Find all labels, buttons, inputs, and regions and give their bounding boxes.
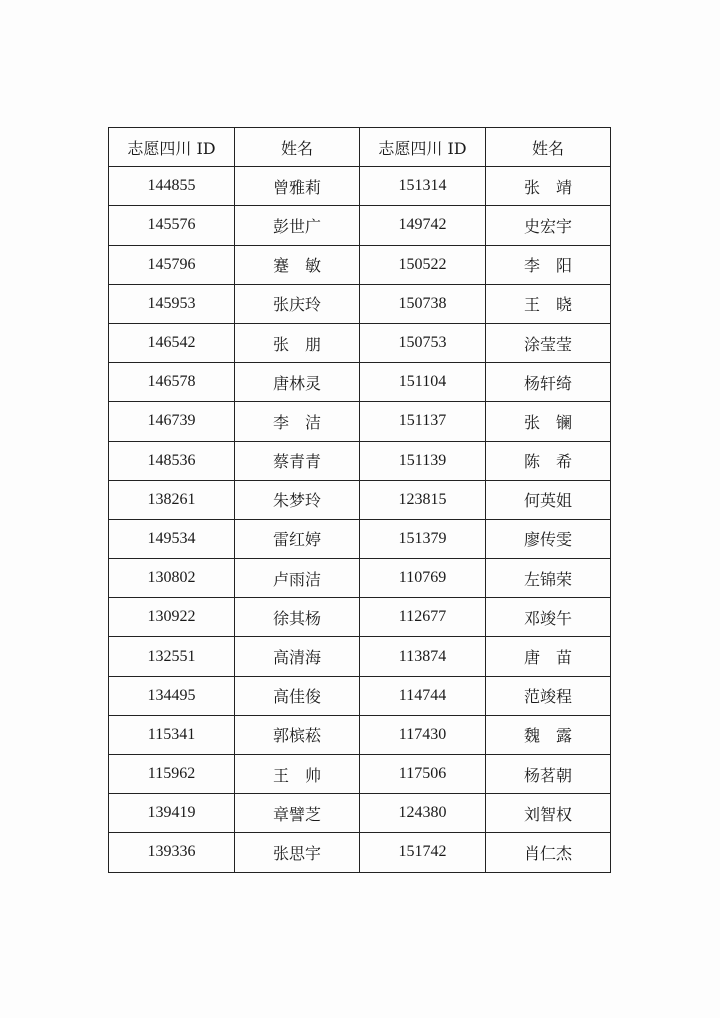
volunteer-id-cell: 145796 (109, 245, 235, 284)
name-cell: 邓竣午 (486, 598, 611, 637)
name-cell: 杨茗朝 (486, 755, 611, 794)
volunteer-id-cell: 146542 (109, 323, 235, 362)
table-row (109, 519, 611, 558)
table-row (109, 245, 611, 284)
name-cell: 廖传雯 (486, 519, 611, 558)
volunteer-id-cell: 115962 (109, 755, 235, 794)
header-volunteer-id-1: 志愿四川 ID (109, 128, 235, 167)
volunteer-id-cell: 149742 (360, 206, 486, 245)
volunteer-id-cell: 145576 (109, 206, 235, 245)
header-volunteer-id-2: 志愿四川 ID (360, 128, 486, 167)
name-cell: 何英姐 (486, 480, 611, 519)
table-row (109, 363, 611, 402)
volunteer-id-cell: 117506 (360, 755, 486, 794)
name-cell: 曾雅莉 (235, 167, 360, 206)
volunteer-id-cell: 146578 (109, 363, 235, 402)
volunteer-id-cell: 146739 (109, 402, 235, 441)
volunteer-id-cell: 150753 (360, 323, 486, 362)
name-cell: 张 靖 (486, 167, 611, 206)
volunteer-id-cell: 115341 (109, 715, 235, 754)
volunteer-id-cell: 150738 (360, 284, 486, 323)
name-cell: 雷红婷 (235, 519, 360, 558)
table-row (109, 755, 611, 794)
name-cell: 史宏宇 (486, 206, 611, 245)
volunteer-id-cell: 148536 (109, 441, 235, 480)
table-body (109, 167, 611, 872)
volunteer-id-cell: 112677 (360, 598, 486, 637)
name-cell: 张庆玲 (235, 284, 360, 323)
volunteer-id-cell: 113874 (360, 637, 486, 676)
table-row (109, 715, 611, 754)
volunteer-id-cell: 151379 (360, 519, 486, 558)
table-row (109, 794, 611, 833)
volunteer-id-cell: 151137 (360, 402, 486, 441)
name-cell: 张 镧 (486, 402, 611, 441)
table-row (109, 167, 611, 206)
name-cell: 张 朋 (235, 323, 360, 362)
name-cell: 郭槟菘 (235, 715, 360, 754)
name-cell: 朱梦玲 (235, 480, 360, 519)
name-cell: 高清海 (235, 637, 360, 676)
name-cell: 肖仁杰 (486, 833, 611, 872)
volunteer-id-cell: 130802 (109, 559, 235, 598)
table-row (109, 598, 611, 637)
volunteer-id-cell: 134495 (109, 676, 235, 715)
name-cell: 李 洁 (235, 402, 360, 441)
volunteer-id-cell: 132551 (109, 637, 235, 676)
name-cell: 张思宇 (235, 833, 360, 872)
name-cell: 王 晓 (486, 284, 611, 323)
name-cell: 徐其杨 (235, 598, 360, 637)
table-header-row (109, 128, 611, 167)
name-cell: 陈 希 (486, 441, 611, 480)
volunteer-id-cell: 124380 (360, 794, 486, 833)
name-cell: 蔡青青 (235, 441, 360, 480)
volunteer-id-cell: 130922 (109, 598, 235, 637)
volunteer-id-cell: 145953 (109, 284, 235, 323)
name-cell: 王 帅 (235, 755, 360, 794)
header-name-2: 姓名 (486, 128, 611, 167)
volunteer-id-cell: 151314 (360, 167, 486, 206)
volunteer-id-cell: 151742 (360, 833, 486, 872)
table-row (109, 323, 611, 362)
name-cell: 魏 露 (486, 715, 611, 754)
volunteer-id-cell: 150522 (360, 245, 486, 284)
name-cell: 涂莹莹 (486, 323, 611, 362)
volunteer-id-cell: 139419 (109, 794, 235, 833)
name-cell: 杨轩绮 (486, 363, 611, 402)
table-row (109, 402, 611, 441)
name-cell: 卢雨洁 (235, 559, 360, 598)
table-row (109, 206, 611, 245)
name-cell: 刘智权 (486, 794, 611, 833)
name-cell: 唐 苗 (486, 637, 611, 676)
name-cell: 高佳俊 (235, 676, 360, 715)
volunteer-id-cell: 138261 (109, 480, 235, 519)
volunteer-id-cell: 110769 (360, 559, 486, 598)
volunteer-id-cell: 117430 (360, 715, 486, 754)
table-row (109, 559, 611, 598)
table-row (109, 637, 611, 676)
volunteer-id-cell: 123815 (360, 480, 486, 519)
volunteer-id-cell: 151104 (360, 363, 486, 402)
volunteer-id-cell: 151139 (360, 441, 486, 480)
volunteer-id-cell: 114744 (360, 676, 486, 715)
name-cell: 左锦荣 (486, 559, 611, 598)
table-row (109, 480, 611, 519)
name-cell: 章譬芝 (235, 794, 360, 833)
table-row (109, 284, 611, 323)
volunteer-id-cell: 139336 (109, 833, 235, 872)
volunteer-table (108, 127, 611, 873)
table-row (109, 676, 611, 715)
name-cell: 李 阳 (486, 245, 611, 284)
volunteer-id-cell: 149534 (109, 519, 235, 558)
volunteer-id-cell: 144855 (109, 167, 235, 206)
table-row (109, 833, 611, 872)
name-cell: 彭世广 (235, 206, 360, 245)
name-cell: 蹇 敏 (235, 245, 360, 284)
name-cell: 范竣程 (486, 676, 611, 715)
name-cell: 唐林灵 (235, 363, 360, 402)
header-name-1: 姓名 (235, 128, 360, 167)
table-row (109, 441, 611, 480)
